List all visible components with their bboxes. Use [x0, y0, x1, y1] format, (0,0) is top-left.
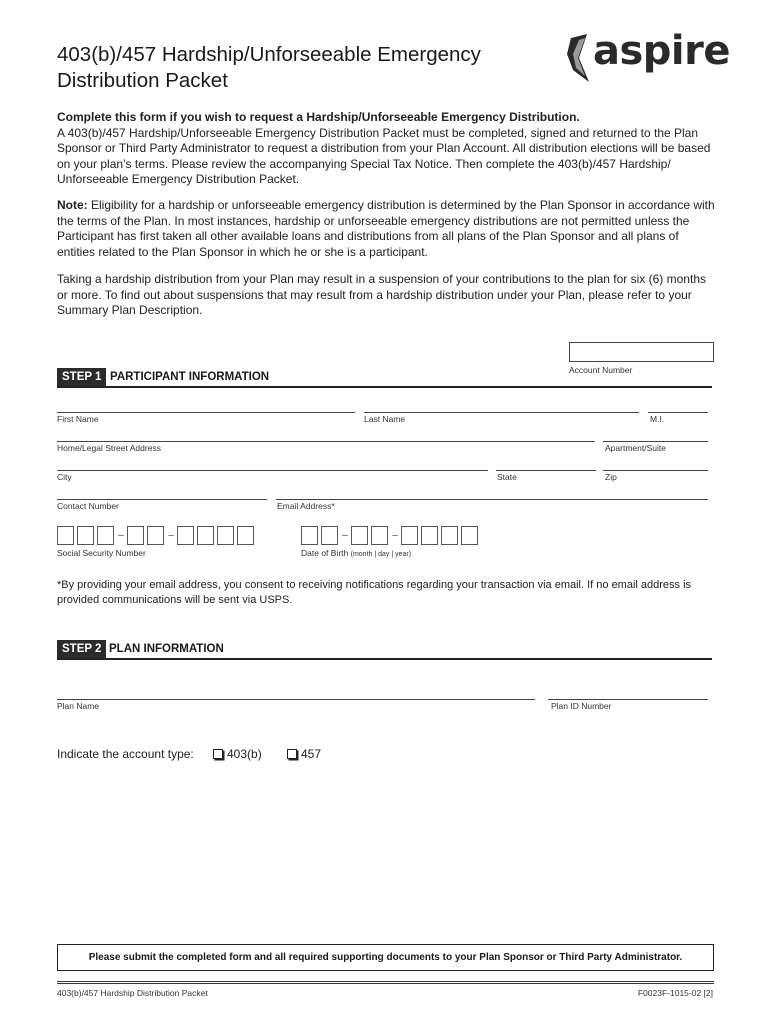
ssn-digit-box[interactable]	[197, 526, 214, 545]
dob-digit-box[interactable]	[441, 526, 458, 545]
dob-separator: –	[392, 530, 398, 541]
ssn-digit-box[interactable]	[147, 526, 164, 545]
city-field[interactable]	[57, 470, 488, 471]
ssn-label: Social Security Number	[57, 548, 146, 558]
dob-digit-box[interactable]	[321, 526, 338, 545]
first-name-field[interactable]	[57, 412, 355, 413]
option-457-label: 457	[301, 747, 322, 761]
ssn-digit-box[interactable]	[177, 526, 194, 545]
plan-name-field[interactable]	[57, 699, 535, 700]
ssn-digit-box[interactable]	[97, 526, 114, 545]
note-body: Eligibility for a hardship or unforseeable emergency distribution is determined by the Plan Sponsor in accordance with the terms of the Plan. In most instances, hardship or unforseeable emergency distributions are not permitted unless the Participant has first taken all other available loans and distributions from all plans of the Plan Sponsor and all plans of entities related to the Plan Sponsor in which he or she is a participant.	[57, 198, 715, 259]
email-field[interactable]	[276, 499, 708, 500]
last-name-label: Last Name	[364, 414, 406, 424]
title-line-2: Distribution Packet	[57, 69, 228, 92]
dob-separator: –	[342, 530, 348, 541]
dob-label-text: Date of Birth	[301, 548, 349, 558]
intro-body: A 403(b)/457 Hardship/Unforseeable Emergency Distribution Packet must be completed, signed and returned to the Plan Sponsor or Third Party Administrator to request a distribution from your Plan Account. All distribution elections will be based on your plan’s terms. Please review the accompanying Special Tax Notice. Then complete the 403(b)/457 Hardship/ Unforseeable Emergency Distribution Packet.	[57, 125, 711, 186]
plan-id-label: Plan ID Number	[551, 701, 612, 711]
state-field[interactable]	[496, 470, 596, 471]
mi-label: M.I.	[650, 414, 665, 424]
first-name-label: First Name	[57, 414, 99, 424]
account-type-label: Indicate the account type:	[57, 747, 194, 761]
ssn-digit-box[interactable]	[57, 526, 74, 545]
contact-number-field[interactable]	[57, 499, 267, 500]
dob-digit-box[interactable]	[421, 526, 438, 545]
plan-name-label: Plan Name	[57, 701, 100, 711]
city-label: City	[57, 472, 72, 482]
option-457[interactable]	[287, 747, 321, 761]
dob-digit-box[interactable]	[301, 526, 318, 545]
ssn-boxes[interactable]	[57, 526, 257, 545]
step1-badge: STEP 1	[57, 368, 106, 386]
checkbox-icon[interactable]	[213, 749, 223, 759]
ssn-digit-box[interactable]	[217, 526, 234, 545]
contact-number-label: Contact Number	[57, 501, 119, 511]
dob-format: (month | day | year)	[350, 551, 412, 558]
note-label: Note:	[57, 198, 88, 212]
aspire-logo	[565, 28, 730, 84]
ssn-separator: –	[168, 530, 174, 541]
submit-notice: Please submit the completed form and all required supporting documents to your Plan Sponsor or Third Party Administrator.	[57, 944, 714, 971]
step2-header	[57, 640, 712, 660]
step1-title: PARTICIPANT INFORMATION	[110, 371, 270, 383]
step2-badge: STEP 2	[57, 640, 106, 658]
apartment-field[interactable]	[603, 441, 708, 442]
ssn-digit-box[interactable]	[127, 526, 144, 545]
footer-left: 403(b)/457 Hardship Distribution Packet	[57, 988, 208, 998]
option-403b[interactable]	[213, 747, 262, 761]
page-title	[57, 42, 547, 94]
footer-divider	[57, 983, 714, 984]
checkbox-icon[interactable]	[287, 749, 297, 759]
account-number-label: Account Number	[569, 365, 633, 375]
logo-mark-icon	[565, 30, 595, 86]
email-consent-note: *By providing your email address, you consent to receiving notifications regarding your transaction via email. If no email address is provided communications will be sent via USPS.	[57, 579, 692, 606]
intro-bold-line: Complete this form if you wish to request a Hardship/Unforseeable Emergency Distribution.	[57, 110, 580, 124]
step1-header	[57, 368, 712, 388]
zip-label: Zip	[605, 472, 617, 482]
apartment-label: Apartment/Suite	[605, 443, 666, 453]
footer-right: F0023F-1015-02 [2]	[637, 988, 713, 998]
dob-label	[301, 548, 411, 558]
intro-paragraph	[57, 110, 717, 188]
logo-text: aspire	[593, 28, 730, 74]
title-line-1: 403(b)/457 Hardship/Unforseeable Emergency	[57, 43, 481, 66]
state-label: State	[497, 472, 517, 482]
dob-digit-box[interactable]	[401, 526, 418, 545]
ssn-digit-box[interactable]	[77, 526, 94, 545]
email-label: Email Address*	[277, 501, 335, 511]
ssn-digit-box[interactable]	[237, 526, 254, 545]
note-paragraph	[57, 198, 717, 260]
plan-id-field[interactable]	[548, 699, 708, 700]
account-number-field[interactable]	[569, 342, 714, 362]
dob-digit-box[interactable]	[371, 526, 388, 545]
zip-field[interactable]	[603, 470, 708, 471]
footer-divider	[57, 981, 714, 982]
mi-field[interactable]	[648, 412, 708, 413]
step2-title: PLAN INFORMATION	[109, 643, 224, 655]
dob-digit-box[interactable]	[461, 526, 478, 545]
address-field[interactable]	[57, 441, 595, 442]
address-label: Home/Legal Street Address	[57, 443, 161, 453]
suspension-paragraph: Taking a hardship distribution from your Plan may result in a suspension of your contributions to the plan for six (6) months or more. To find out about suspensions that may result from a hardship distribution under your Plan, please refer to your Summary Plan Description.	[57, 272, 706, 317]
ssn-separator: –	[118, 530, 124, 541]
last-name-field[interactable]	[364, 412, 639, 413]
option-403b-label: 403(b)	[227, 747, 262, 761]
dob-boxes[interactable]	[301, 526, 481, 545]
dob-digit-box[interactable]	[351, 526, 368, 545]
